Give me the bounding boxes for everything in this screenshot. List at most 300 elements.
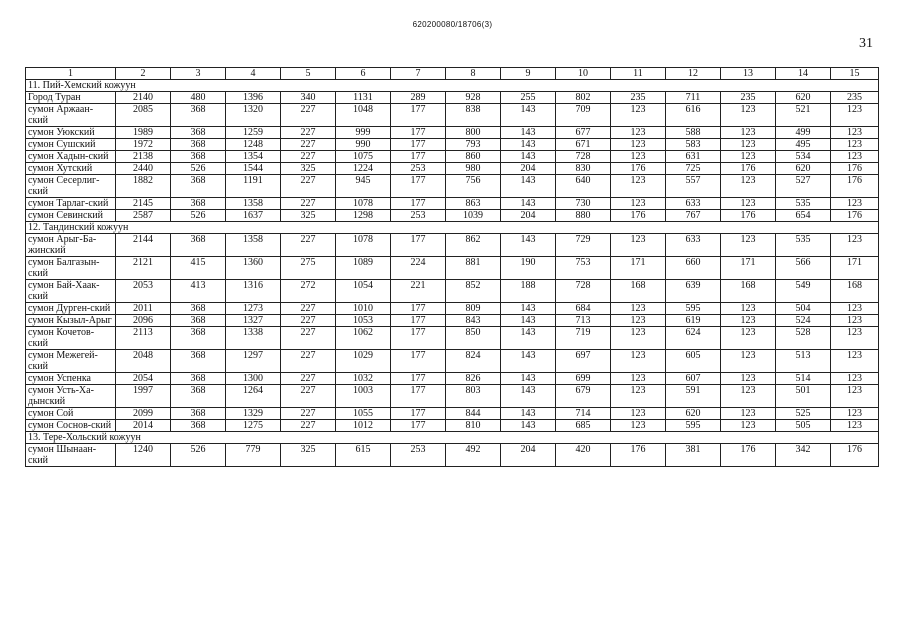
row-value: 1089 — [336, 257, 391, 280]
row-value: 176 — [831, 163, 879, 175]
row-value: 830 — [556, 163, 611, 175]
row-value: 227 — [281, 175, 336, 198]
row-name: сумон Аржаан-ский — [26, 104, 116, 127]
row-value: 168 — [831, 280, 879, 303]
row-value: 2587 — [116, 210, 171, 222]
row-value: 2121 — [116, 257, 171, 280]
row-value: 123 — [831, 198, 879, 210]
row-value: 123 — [721, 420, 776, 432]
row-value: 123 — [721, 104, 776, 127]
row-value: 549 — [776, 280, 831, 303]
row-value: 719 — [556, 327, 611, 350]
row-value: 624 — [666, 327, 721, 350]
row-value: 123 — [721, 385, 776, 408]
row-value: 176 — [721, 210, 776, 222]
row-value: 566 — [776, 257, 831, 280]
row-value: 1320 — [226, 104, 281, 127]
section-row — [26, 80, 879, 92]
row-value: 800 — [446, 127, 501, 139]
row-value: 204 — [501, 444, 556, 467]
header-cell: 6 — [336, 68, 391, 80]
row-value: 227 — [281, 350, 336, 373]
table-row — [26, 139, 879, 151]
row-value: 620 — [776, 163, 831, 175]
header-cell: 3 — [171, 68, 226, 80]
row-value: 123 — [721, 175, 776, 198]
row-value: 325 — [281, 210, 336, 222]
row-value: 1248 — [226, 139, 281, 151]
row-value: 1972 — [116, 139, 171, 151]
row-value: 123 — [831, 234, 879, 257]
row-value: 123 — [831, 127, 879, 139]
row-value: 728 — [556, 280, 611, 303]
row-value: 595 — [666, 420, 721, 432]
row-value: 171 — [721, 257, 776, 280]
section-title: 11. Пий-Хемский кожуун — [26, 80, 879, 92]
row-value: 227 — [281, 303, 336, 315]
row-value: 204 — [501, 210, 556, 222]
header-cell: 14 — [776, 68, 831, 80]
row-value: 143 — [501, 385, 556, 408]
row-value: 1055 — [336, 408, 391, 420]
row-value: 521 — [776, 104, 831, 127]
row-value: 826 — [446, 373, 501, 385]
table-row — [26, 92, 879, 104]
row-value: 272 — [281, 280, 336, 303]
row-value: 1078 — [336, 198, 391, 210]
row-value: 1003 — [336, 385, 391, 408]
row-value: 2085 — [116, 104, 171, 127]
header-cell: 7 — [391, 68, 446, 80]
row-value: 1053 — [336, 315, 391, 327]
table-row — [26, 257, 879, 280]
row-value: 123 — [831, 350, 879, 373]
row-value: 123 — [831, 104, 879, 127]
row-value: 685 — [556, 420, 611, 432]
row-value: 123 — [831, 139, 879, 151]
row-value: 253 — [391, 163, 446, 175]
table-row — [26, 127, 879, 139]
row-value: 143 — [501, 175, 556, 198]
row-value: 176 — [611, 210, 666, 222]
row-value: 368 — [171, 151, 226, 163]
row-value: 1354 — [226, 151, 281, 163]
row-value: 1075 — [336, 151, 391, 163]
row-value: 1191 — [226, 175, 281, 198]
row-name: сумон Шынаан-ский — [26, 444, 116, 467]
row-value: 143 — [501, 373, 556, 385]
row-value: 176 — [721, 163, 776, 175]
row-value: 862 — [446, 234, 501, 257]
row-value: 123 — [721, 139, 776, 151]
table-row — [26, 175, 879, 198]
page-number: 31 — [859, 36, 873, 51]
row-value: 123 — [721, 303, 776, 315]
section-title: 13. Тере-Хольский кожуун — [26, 432, 879, 444]
row-value: 143 — [501, 139, 556, 151]
row-name: сумон Хутский — [26, 163, 116, 175]
row-value: 224 — [391, 257, 446, 280]
row-value: 123 — [611, 408, 666, 420]
row-value: 1297 — [226, 350, 281, 373]
row-value: 368 — [171, 175, 226, 198]
row-value: 1010 — [336, 303, 391, 315]
row-value: 123 — [611, 373, 666, 385]
row-value: 176 — [611, 444, 666, 467]
row-value: 714 — [556, 408, 611, 420]
row-value: 123 — [721, 234, 776, 257]
row-value: 505 — [776, 420, 831, 432]
row-value: 1078 — [336, 234, 391, 257]
row-value: 660 — [666, 257, 721, 280]
row-value: 2145 — [116, 198, 171, 210]
row-value: 838 — [446, 104, 501, 127]
row-value: 1048 — [336, 104, 391, 127]
row-value: 123 — [831, 327, 879, 350]
row-value: 143 — [501, 234, 556, 257]
table-row — [26, 210, 879, 222]
row-value: 227 — [281, 420, 336, 432]
table-row — [26, 420, 879, 432]
row-value: 1054 — [336, 280, 391, 303]
row-value: 843 — [446, 315, 501, 327]
row-value: 1062 — [336, 327, 391, 350]
row-value: 1259 — [226, 127, 281, 139]
table-row — [26, 104, 879, 127]
row-value: 639 — [666, 280, 721, 303]
row-value: 143 — [501, 420, 556, 432]
row-name: сумон Тарлаг-ский — [26, 198, 116, 210]
row-value: 368 — [171, 420, 226, 432]
row-value: 699 — [556, 373, 611, 385]
row-value: 1396 — [226, 92, 281, 104]
row-value: 381 — [666, 444, 721, 467]
row-value: 176 — [831, 444, 879, 467]
table-row — [26, 234, 879, 257]
row-value: 123 — [721, 315, 776, 327]
row-value: 123 — [611, 420, 666, 432]
row-value: 168 — [721, 280, 776, 303]
row-value: 368 — [171, 139, 226, 151]
row-value: 990 — [336, 139, 391, 151]
section-row — [26, 222, 879, 234]
row-value: 368 — [171, 104, 226, 127]
row-value: 190 — [501, 257, 556, 280]
row-value: 1637 — [226, 210, 281, 222]
header-row — [26, 68, 879, 80]
header-cell: 10 — [556, 68, 611, 80]
row-value: 535 — [776, 198, 831, 210]
row-value: 177 — [391, 385, 446, 408]
row-value: 526 — [171, 163, 226, 175]
row-value: 1039 — [446, 210, 501, 222]
row-name: сумон Арыг-Ба-жинский — [26, 234, 116, 257]
row-value: 227 — [281, 385, 336, 408]
row-value: 713 — [556, 315, 611, 327]
table-row — [26, 444, 879, 467]
table-row — [26, 315, 879, 327]
row-value: 730 — [556, 198, 611, 210]
row-value: 123 — [611, 350, 666, 373]
row-value: 492 — [446, 444, 501, 467]
row-value: 204 — [501, 163, 556, 175]
row-value: 1224 — [336, 163, 391, 175]
row-value: 123 — [611, 385, 666, 408]
row-value: 340 — [281, 92, 336, 104]
row-value: 177 — [391, 198, 446, 210]
row-value: 176 — [831, 175, 879, 198]
row-value: 143 — [501, 104, 556, 127]
table-row — [26, 151, 879, 163]
row-value: 289 — [391, 92, 446, 104]
row-value: 176 — [721, 444, 776, 467]
header-cell: 13 — [721, 68, 776, 80]
row-value: 725 — [666, 163, 721, 175]
row-name: сумон Хадын-ский — [26, 151, 116, 163]
row-value: 2011 — [116, 303, 171, 315]
row-value: 2144 — [116, 234, 171, 257]
document-id: 620200080/18706(3) — [412, 20, 493, 29]
row-value: 123 — [831, 385, 879, 408]
row-value: 1989 — [116, 127, 171, 139]
table-row — [26, 198, 879, 210]
row-value: 654 — [776, 210, 831, 222]
row-value: 557 — [666, 175, 721, 198]
row-value: 999 — [336, 127, 391, 139]
row-value: 1544 — [226, 163, 281, 175]
row-value: 615 — [336, 444, 391, 467]
row-value: 1327 — [226, 315, 281, 327]
row-value: 123 — [721, 350, 776, 373]
row-value: 143 — [501, 350, 556, 373]
section-title: 12. Тандинский кожуун — [26, 222, 879, 234]
row-value: 480 — [171, 92, 226, 104]
row-value: 620 — [666, 408, 721, 420]
row-value: 227 — [281, 198, 336, 210]
row-name: сумон Сой — [26, 408, 116, 420]
row-value: 753 — [556, 257, 611, 280]
row-value: 633 — [666, 234, 721, 257]
table-row — [26, 350, 879, 373]
row-value: 1329 — [226, 408, 281, 420]
row-name: сумон Севинский — [26, 210, 116, 222]
row-value: 235 — [611, 92, 666, 104]
row-value: 534 — [776, 151, 831, 163]
row-value: 1029 — [336, 350, 391, 373]
row-value: 728 — [556, 151, 611, 163]
row-value: 235 — [831, 92, 879, 104]
row-value: 1264 — [226, 385, 281, 408]
row-value: 177 — [391, 303, 446, 315]
row-value: 526 — [171, 444, 226, 467]
row-value: 591 — [666, 385, 721, 408]
row-value: 1275 — [226, 420, 281, 432]
row-value: 803 — [446, 385, 501, 408]
row-value: 177 — [391, 408, 446, 420]
row-value: 368 — [171, 315, 226, 327]
row-value: 809 — [446, 303, 501, 315]
row-value: 143 — [501, 303, 556, 315]
table-row — [26, 373, 879, 385]
row-value: 368 — [171, 350, 226, 373]
row-value: 123 — [611, 234, 666, 257]
row-value: 123 — [611, 315, 666, 327]
row-value: 1032 — [336, 373, 391, 385]
row-value: 679 — [556, 385, 611, 408]
row-value: 123 — [721, 373, 776, 385]
header-cell: 8 — [446, 68, 501, 80]
row-value: 227 — [281, 373, 336, 385]
row-value: 177 — [391, 373, 446, 385]
row-value: 123 — [721, 327, 776, 350]
row-value: 413 — [171, 280, 226, 303]
row-value: 171 — [831, 257, 879, 280]
row-value: 711 — [666, 92, 721, 104]
row-value: 1316 — [226, 280, 281, 303]
row-value: 793 — [446, 139, 501, 151]
row-value: 756 — [446, 175, 501, 198]
row-value: 2014 — [116, 420, 171, 432]
row-value: 143 — [501, 127, 556, 139]
row-value: 143 — [501, 315, 556, 327]
row-value: 619 — [666, 315, 721, 327]
row-value: 1298 — [336, 210, 391, 222]
row-value: 368 — [171, 385, 226, 408]
row-name: сумон Балгазын-ский — [26, 257, 116, 280]
row-value: 235 — [721, 92, 776, 104]
row-value: 1273 — [226, 303, 281, 315]
row-value: 253 — [391, 210, 446, 222]
row-value: 2099 — [116, 408, 171, 420]
row-name: сумон Бай-Хаак-ский — [26, 280, 116, 303]
row-value: 729 — [556, 234, 611, 257]
row-value: 860 — [446, 151, 501, 163]
row-value: 1131 — [336, 92, 391, 104]
table-row — [26, 303, 879, 315]
row-value: 633 — [666, 198, 721, 210]
row-value: 123 — [721, 127, 776, 139]
row-value: 527 — [776, 175, 831, 198]
row-value: 1358 — [226, 234, 281, 257]
row-value: 123 — [611, 151, 666, 163]
table-row — [26, 280, 879, 303]
row-value: 526 — [171, 210, 226, 222]
row-value: 123 — [721, 151, 776, 163]
row-value: 227 — [281, 315, 336, 327]
row-value: 188 — [501, 280, 556, 303]
row-value: 342 — [776, 444, 831, 467]
row-value: 810 — [446, 420, 501, 432]
row-value: 221 — [391, 280, 446, 303]
row-name: сумон Соснов-ский — [26, 420, 116, 432]
row-value: 275 — [281, 257, 336, 280]
table-row — [26, 385, 879, 408]
row-value: 123 — [611, 327, 666, 350]
row-value: 123 — [721, 198, 776, 210]
row-value: 368 — [171, 373, 226, 385]
row-value: 420 — [556, 444, 611, 467]
row-value: 779 — [226, 444, 281, 467]
row-value: 881 — [446, 257, 501, 280]
row-value: 513 — [776, 350, 831, 373]
table-row — [26, 163, 879, 175]
row-value: 524 — [776, 315, 831, 327]
row-value: 177 — [391, 139, 446, 151]
row-value: 123 — [831, 420, 879, 432]
row-value: 143 — [501, 327, 556, 350]
row-value: 123 — [831, 315, 879, 327]
row-value: 2048 — [116, 350, 171, 373]
row-value: 605 — [666, 350, 721, 373]
row-value: 2138 — [116, 151, 171, 163]
row-value: 2140 — [116, 92, 171, 104]
row-value: 863 — [446, 198, 501, 210]
row-value: 501 — [776, 385, 831, 408]
row-value: 123 — [611, 127, 666, 139]
row-name: сумон Межегей-ский — [26, 350, 116, 373]
row-name: сумон Кочетов-ский — [26, 327, 116, 350]
row-value: 368 — [171, 327, 226, 350]
row-value: 1012 — [336, 420, 391, 432]
row-value: 168 — [611, 280, 666, 303]
row-value: 583 — [666, 139, 721, 151]
row-value: 255 — [501, 92, 556, 104]
row-value: 177 — [391, 420, 446, 432]
row-value: 945 — [336, 175, 391, 198]
row-name: сумон Усть-Ха-дынский — [26, 385, 116, 408]
row-value: 123 — [831, 373, 879, 385]
row-value: 368 — [171, 127, 226, 139]
row-value: 123 — [611, 139, 666, 151]
row-value: 616 — [666, 104, 721, 127]
row-value: 850 — [446, 327, 501, 350]
row-value: 1358 — [226, 198, 281, 210]
row-value: 368 — [171, 234, 226, 257]
row-value: 177 — [391, 234, 446, 257]
row-value: 325 — [281, 163, 336, 175]
row-name: сумон Успенка — [26, 373, 116, 385]
row-name: сумон Сушский — [26, 139, 116, 151]
row-value: 123 — [721, 408, 776, 420]
row-value: 227 — [281, 104, 336, 127]
row-value: 123 — [611, 104, 666, 127]
row-value: 253 — [391, 444, 446, 467]
row-name: сумон Сесерлиг-ский — [26, 175, 116, 198]
header-cell: 2 — [116, 68, 171, 80]
row-value: 368 — [171, 303, 226, 315]
row-value: 123 — [611, 198, 666, 210]
row-value: 535 — [776, 234, 831, 257]
row-value: 928 — [446, 92, 501, 104]
row-value: 227 — [281, 234, 336, 257]
row-value: 1240 — [116, 444, 171, 467]
row-value: 123 — [831, 408, 879, 420]
row-value: 767 — [666, 210, 721, 222]
row-value: 227 — [281, 151, 336, 163]
row-value: 620 — [776, 92, 831, 104]
row-value: 980 — [446, 163, 501, 175]
row-value: 227 — [281, 327, 336, 350]
row-value: 171 — [611, 257, 666, 280]
table-row — [26, 327, 879, 350]
row-value: 677 — [556, 127, 611, 139]
row-value: 1882 — [116, 175, 171, 198]
row-value: 525 — [776, 408, 831, 420]
row-value: 2440 — [116, 163, 171, 175]
row-value: 2113 — [116, 327, 171, 350]
row-value: 504 — [776, 303, 831, 315]
row-value: 227 — [281, 408, 336, 420]
